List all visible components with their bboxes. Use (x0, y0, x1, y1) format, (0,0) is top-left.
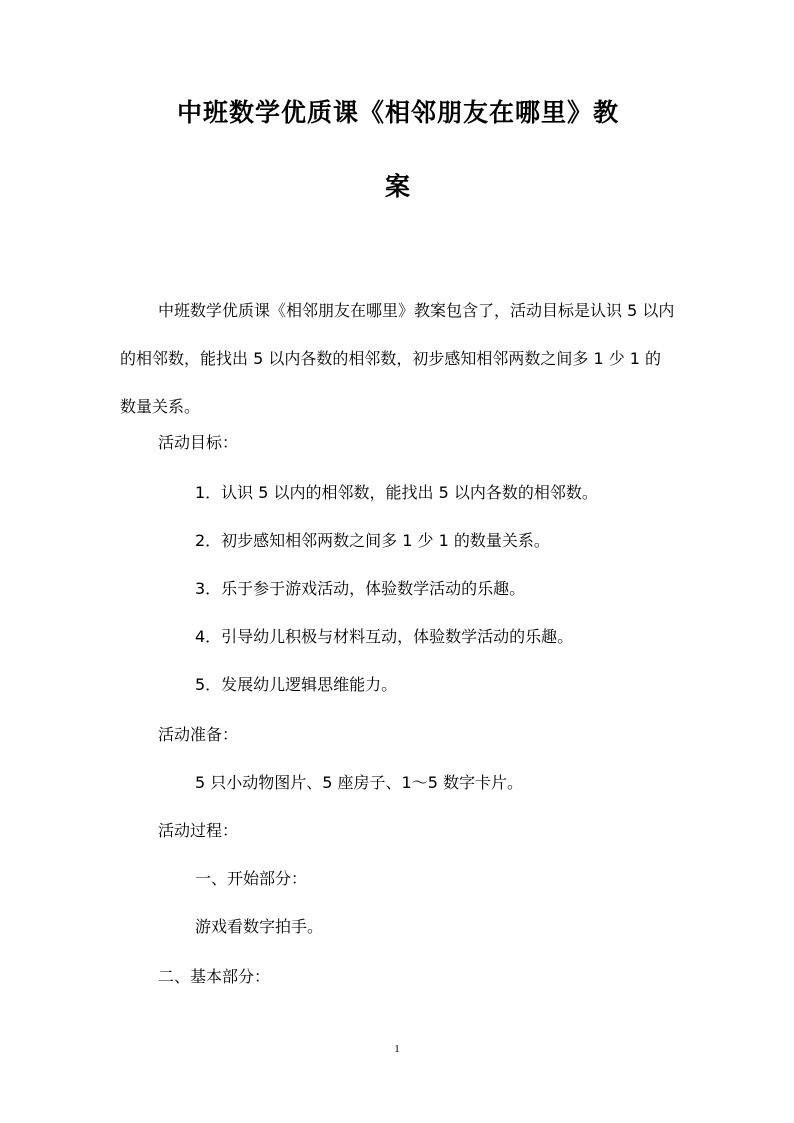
goal-item-5: 5．发展幼儿逻辑思维能力。 (195, 675, 398, 694)
goal-item-2: 2．初步感知相邻两数之间多 1 少 1 的数量关系。 (195, 531, 550, 550)
goal-item-3: 3．乐于参于游戏活动，体验数学活动的乐趣。 (195, 579, 526, 598)
intro-paragraph: 中班数学优质课《相邻朋友在哪里》教案包含了，活动目标是认识 5 以内的相邻数，能找出 5 以内各数的相邻数，初步感知相邻两数之间多 1 少 1 的数量关系。 (120, 301, 675, 416)
goal-item-1: 1．认识 5 以内的相邻数，能找出 5 以内各数的相邻数。 (195, 483, 598, 502)
page-number: 1 (394, 1043, 400, 1055)
prep-text: 5 只小动物图片、5 座房子、1～5 数字卡片。 (195, 773, 523, 792)
process-part1-heading: 一、开始部分： (195, 869, 308, 888)
prep-heading: 活动准备： (158, 725, 239, 744)
process-part2-heading: 二、基本部分： (158, 967, 271, 986)
document-title-line-2: 案 (384, 172, 411, 201)
goal-item-4: 4．引导幼儿积极与材料互动，体验数学活动的乐趣。 (195, 627, 574, 646)
process-part1-text: 游戏看数字拍手。 (195, 917, 324, 936)
goals-heading: 活动目标： (158, 433, 239, 452)
document-title-line-1: 中班数学优质课《相邻朋友在哪里》教 (176, 98, 619, 127)
process-heading: 活动过程： (158, 821, 239, 840)
